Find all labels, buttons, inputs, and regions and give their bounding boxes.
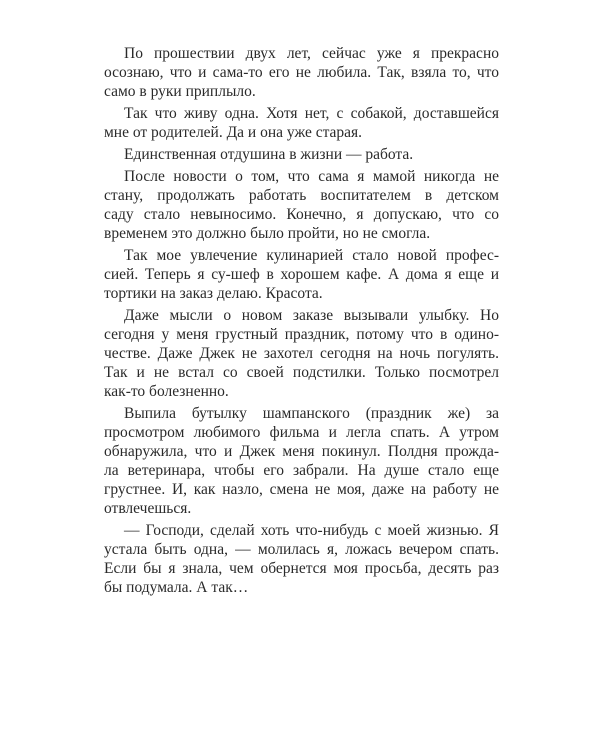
text-line: как-то болезненно.: [104, 383, 229, 400]
text-line: сией. Теперь я су-шеф в хорошем кафе. А дома я еще и: [104, 266, 499, 283]
text-line: осознаю, что и сама-то его не любила. Так, взяла то, что: [104, 64, 499, 81]
paragraph: [104, 306, 499, 401]
paragraph: [104, 167, 499, 243]
text-line: ла ветеринара, чтобы его забрали. На душе стало еще: [104, 462, 499, 479]
text-line: Так мое увлечение кулинарией стало новой профес-: [124, 247, 499, 264]
text-line: сегодня у меня грустный праздник, потому что в одино-: [104, 326, 499, 343]
text-line: — Господи, сделай хоть что-нибудь с моей жизнью. Я: [124, 522, 499, 539]
paragraph: [104, 246, 499, 303]
text-line: Так и не встал со своей подстилки. Только посмотрел: [104, 364, 499, 381]
text-line: стану, продолжать работать воспитателем в детском: [104, 187, 499, 204]
text-line: временем это должно было пройти, но не смогла.: [104, 225, 431, 242]
text-line: Даже мысли о новом заказе вызывали улыбку. Но: [124, 307, 499, 324]
text-line: Выпила бутылку шампанского (праздник же) за: [124, 405, 499, 422]
text-line: тортики на заказ делаю. Красота.: [104, 285, 323, 302]
text-line: По прошествии двух лет, сейчас уже я прекрасно: [124, 45, 499, 62]
body-text: [104, 44, 499, 600]
text-line: просмотром любимого фильма и легла спать. А утром: [104, 424, 499, 441]
text-line: бы подумала. А так…: [104, 579, 249, 596]
text-line: честве. Даже Джек не захотел сегодня на ночь погулять.: [104, 345, 499, 362]
text-line: обнаружила, что и Джек меня покинул. Полдня прожда-: [104, 443, 499, 460]
paragraph: [104, 521, 499, 597]
text-line: отвлечешься.: [104, 500, 192, 517]
paragraph: [104, 44, 499, 101]
paragraph: [104, 404, 499, 518]
text-line: саду стало невыносимо. Конечно, я допускаю, что со: [104, 206, 499, 223]
text-line: само в руки приплыло.: [104, 83, 256, 100]
text-line: После новости о том, что сама я мамой никогда не: [124, 168, 499, 185]
paragraph: [104, 104, 499, 142]
text-line: Так что живу одна. Хотя нет, с собакой, доставшейся: [124, 105, 499, 122]
text-line: Если бы я знала, чем обернется моя просьба, десять раз: [104, 560, 499, 577]
text-line: устала быть одна, — молилась я, ложась вечером спать.: [104, 541, 499, 558]
text-line: мне от родителей. Да и она уже старая.: [104, 124, 363, 141]
text-line: Единственная отдушина в жизни — работа.: [124, 146, 414, 163]
paragraph: [104, 145, 499, 164]
text-line: грустнее. И, как назло, смена не моя, даже на работу не: [104, 481, 499, 498]
